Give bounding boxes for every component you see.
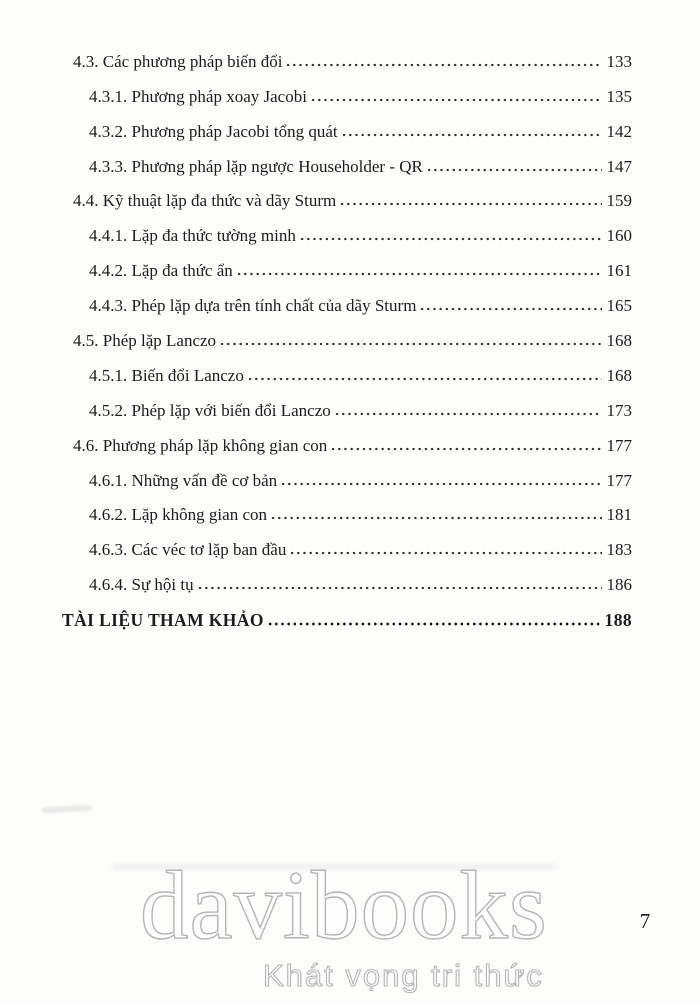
table-of-contents	[62, 44, 632, 637]
toc-entry-label: 4.6.4. Sự hội tụ	[89, 575, 194, 595]
toc-entry	[62, 184, 632, 219]
toc-entry-label: 4.4.2. Lặp đa thức ẩn	[89, 261, 233, 281]
toc-entry-label: 4.4.1. Lặp đa thức tường minh	[89, 226, 296, 246]
toc-entry	[62, 532, 632, 567]
toc-leader-dots	[341, 133, 602, 137]
toc-leader-dots	[285, 63, 601, 67]
toc-entry	[62, 114, 632, 149]
toc-entry-page: 168	[606, 331, 632, 351]
toc-entry	[62, 288, 632, 323]
toc-leader-dots	[280, 482, 601, 486]
toc-entry	[62, 149, 632, 184]
toc-entry-label: 4.3.1. Phương pháp xoay Jacobi	[89, 86, 307, 106]
toc-entry	[62, 44, 632, 79]
toc-leader-dots	[339, 202, 601, 206]
toc-entry	[62, 218, 632, 253]
toc-entry-page: 177	[606, 470, 632, 490]
toc-entry	[62, 253, 632, 288]
toc-entry-page: 135	[606, 86, 632, 106]
toc-entry-page: 181	[606, 505, 632, 525]
toc-entry-label: 4.4.3. Phép lặp dựa trên tính chất của dãy Sturm	[89, 296, 417, 316]
toc-entry-label: 4.3. Các phương pháp biến đổi	[73, 51, 283, 71]
scan-smudge	[42, 805, 92, 814]
toc-entry-page: 165	[606, 296, 632, 316]
toc-entry-label: 4.6.3. Các véc tơ lặp ban đầu	[89, 540, 287, 560]
page-number: 7	[639, 909, 651, 933]
toc-entry-page: 177	[606, 435, 632, 455]
toc-entry	[62, 602, 632, 637]
toc-entry-page: 161	[606, 261, 632, 281]
toc-entry-page: 188	[604, 610, 632, 631]
toc-entry	[62, 498, 632, 533]
toc-entry-label: 4.6.1. Những vấn đề cơ bản	[89, 470, 278, 490]
toc-entry	[62, 393, 632, 428]
watermark-tagline: Khát vọng tri thức	[263, 958, 544, 993]
toc-leader-dots	[330, 447, 601, 451]
toc-leader-dots	[426, 168, 602, 172]
toc-entry-page: 168	[606, 365, 632, 385]
toc-leader-dots	[219, 342, 601, 346]
toc-leader-dots	[270, 516, 602, 520]
toc-entry	[62, 463, 632, 498]
toc-entry-label: TÀI LIỆU THAM KHẢO	[62, 610, 264, 631]
toc-leader-dots	[247, 377, 602, 381]
toc-entry	[62, 79, 632, 114]
toc-leader-dots	[267, 622, 603, 626]
toc-entry-page: 133	[606, 51, 632, 71]
toc-leader-dots	[334, 412, 602, 416]
toc-entry-label: 4.3.3. Phương pháp lặp ngược Householder - QR	[89, 156, 423, 176]
toc-entry-page: 160	[606, 226, 632, 246]
toc-entry-label: 4.5.2. Phép lặp với biến đổi Lanczo	[89, 400, 331, 420]
toc-leader-dots	[289, 551, 601, 555]
toc-entry-page: 142	[606, 121, 632, 141]
toc-entry-label: 4.6. Phương pháp lặp không gian con	[73, 435, 328, 455]
toc-entry-label: 4.4. Kỹ thuật lặp đa thức và dãy Sturm	[73, 191, 337, 211]
toc-entry-page: 183	[606, 540, 632, 560]
toc-entry-page: 159	[606, 191, 632, 211]
toc-entry-label: 4.6.2. Lặp không gian con	[89, 505, 267, 525]
toc-leader-dots	[299, 237, 602, 241]
toc-entry	[62, 428, 632, 463]
toc-entry-label: 4.3.2. Phương pháp Jacobi tổng quát	[89, 121, 338, 141]
toc-leader-dots	[419, 307, 601, 311]
toc-entry	[62, 323, 632, 358]
toc-leader-dots	[310, 98, 602, 102]
toc-entry	[62, 358, 632, 393]
watermark-brand: davibooks	[140, 852, 548, 959]
toc-leader-dots	[197, 586, 602, 590]
toc-entry-page: 173	[606, 400, 632, 420]
toc-entry	[62, 567, 632, 602]
toc-entry-page: 186	[606, 575, 632, 595]
toc-entry-page: 147	[606, 156, 632, 176]
toc-entry-label: 4.5.1. Biến đổi Lanczo	[89, 365, 244, 385]
toc-entry-label: 4.5. Phép lặp Lanczo	[73, 331, 217, 351]
toc-leader-dots	[236, 272, 602, 276]
